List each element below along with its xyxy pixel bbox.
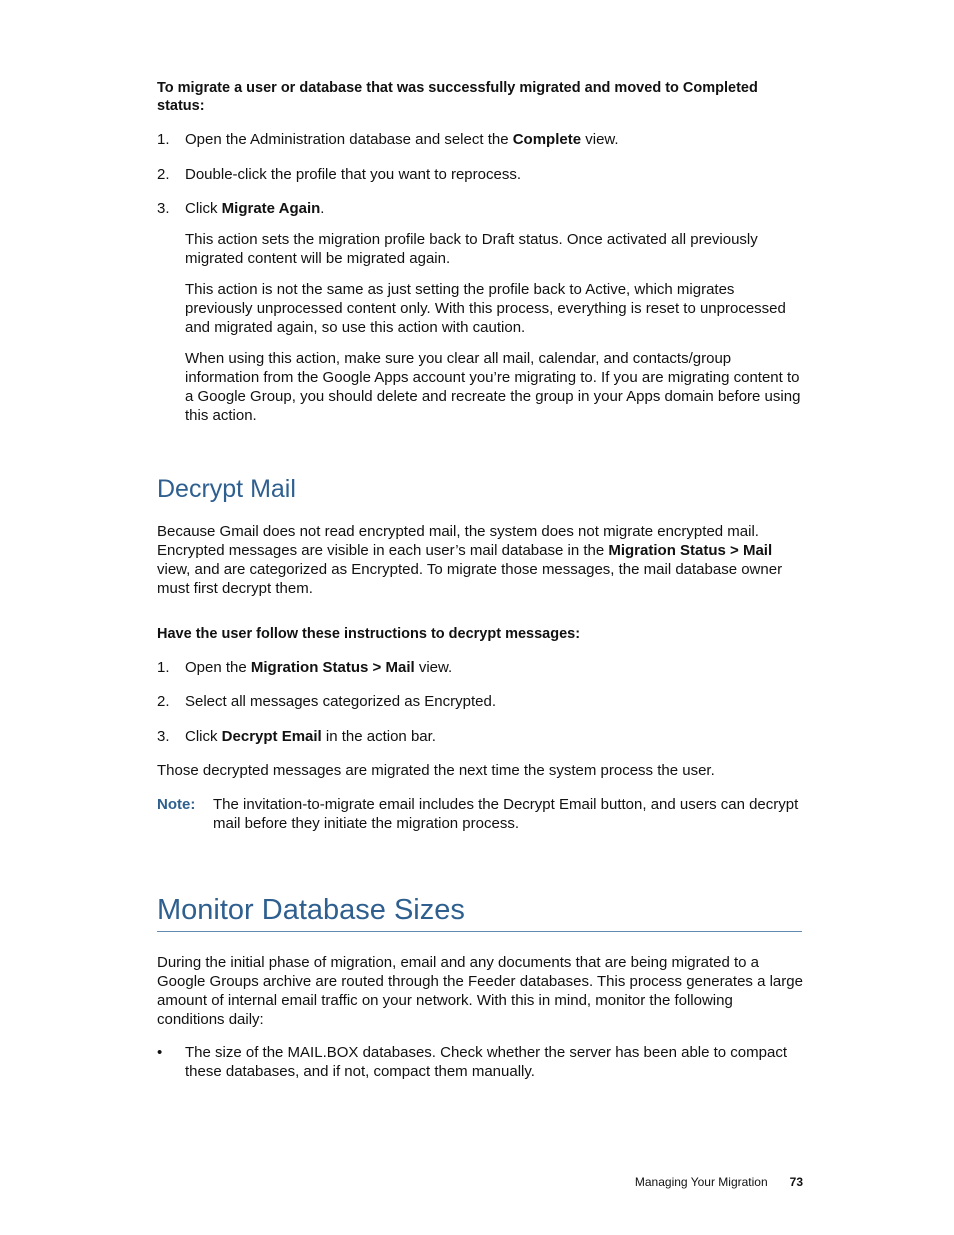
- step-text: [185, 658, 803, 677]
- step-text-bold: Migration Status > Mail: [250, 659, 415, 676]
- page-number: 73: [789, 1175, 803, 1189]
- step-text-post: .: [320, 200, 325, 217]
- decrypt-step-2: [157, 692, 803, 711]
- step-number: 3.: [157, 728, 170, 745]
- monitor-bullet: [157, 1043, 803, 1081]
- step-text-post: view.: [414, 659, 453, 676]
- decrypt-mail-heading: Decrypt Mail: [157, 475, 296, 503]
- reprocess-lead: To migrate a user or database that was successfully migrated and moved to Completed status:: [157, 80, 758, 114]
- reprocess-para-2: This action is not the same as just setting the profile back to Active, which migrates previously unprocessed content only. With this process, everything is reset to unprocessed and migrated again, so use this action with caution.: [185, 281, 786, 336]
- step-text: Double-click the profile that you want to reprocess.: [185, 166, 521, 183]
- step-text-post: view.: [581, 131, 619, 148]
- step-text-pre: Open the: [185, 659, 251, 676]
- page-footer: [635, 1174, 803, 1190]
- step-text: [185, 199, 803, 218]
- bullet-dot: •: [157, 1044, 163, 1061]
- step-number: 1.: [157, 131, 170, 148]
- note-label: Note:: [157, 796, 196, 813]
- note-text: The invitation-to-migrate email includes the Decrypt Email button, and users can decrypt mail before they initiate the migration process.: [213, 796, 799, 832]
- step-number: 2.: [157, 693, 170, 710]
- decrypt-after: Those decrypted messages are migrated the next time the system process the user.: [157, 762, 715, 779]
- decrypt-intro-pre: Because Gmail does not read encrypted mail, the system does not migrate encrypted mail. Encrypted messages are visible in each user’s mail database in the: [157, 523, 759, 559]
- step-text-pre: Click: [185, 728, 222, 745]
- step-text-bold: Decrypt Email: [221, 728, 322, 745]
- decrypt-intro-bold: Migration Status > Mail: [608, 542, 773, 559]
- decrypt-step-3: [157, 727, 803, 746]
- step-number: 3.: [157, 200, 170, 217]
- decrypt-intro-post: view, and are categorized as Encrypted. To migrate those messages, the mail database owner must first decrypt them.: [157, 561, 783, 597]
- reprocess-para-3: When using this action, make sure you clear all mail, calendar, and contacts/group information from the Google Apps account you’re migrating to. If you are migrating content to a Google Group, you should delete and recreate the group in your Apps domain before using this action.: [185, 350, 801, 424]
- step-text: [185, 727, 803, 746]
- heading-rule: [157, 931, 802, 932]
- decrypt-intro: [157, 522, 803, 598]
- footer-section-title: Managing Your Migration: [634, 1175, 768, 1189]
- reprocess-step-2: [157, 165, 803, 184]
- step-text: Select all messages categorized as Encrypted.: [185, 693, 496, 710]
- decrypt-step-1: [157, 658, 803, 677]
- reprocess-step-1: [157, 130, 803, 149]
- step-number: 2.: [157, 166, 170, 183]
- step-text-bold: Migrate Again: [221, 200, 321, 217]
- step-text-pre: Open the Administration database and select the: [185, 131, 513, 148]
- step-text-bold: Complete: [512, 131, 582, 148]
- step-text-pre: Click: [185, 200, 222, 217]
- monitor-database-sizes-heading: Monitor Database Sizes: [157, 894, 465, 926]
- decrypt-lead: Have the user follow these instructions to decrypt messages:: [157, 626, 581, 642]
- decrypt-note: [157, 795, 803, 833]
- monitor-intro: During the initial phase of migration, email and any documents that are being migrated to a Google Groups archive are routed through the Feeder databases. This process generates a large amount of internal email traffic on your network. With this in mind, monitor the following conditions daily:: [157, 954, 803, 1028]
- bullet-text: The size of the MAIL.BOX databases. Check whether the server has been able to compact these databases, and if not, compact them manually.: [185, 1044, 787, 1080]
- step-text-post: in the action bar.: [321, 728, 436, 745]
- reprocess-para-1: This action sets the migration profile back to Draft status. Once activated all previously migrated content will be migrated again.: [185, 231, 758, 267]
- step-text: [185, 130, 803, 149]
- step-number: 1.: [157, 659, 170, 676]
- reprocess-step-3: [157, 199, 803, 218]
